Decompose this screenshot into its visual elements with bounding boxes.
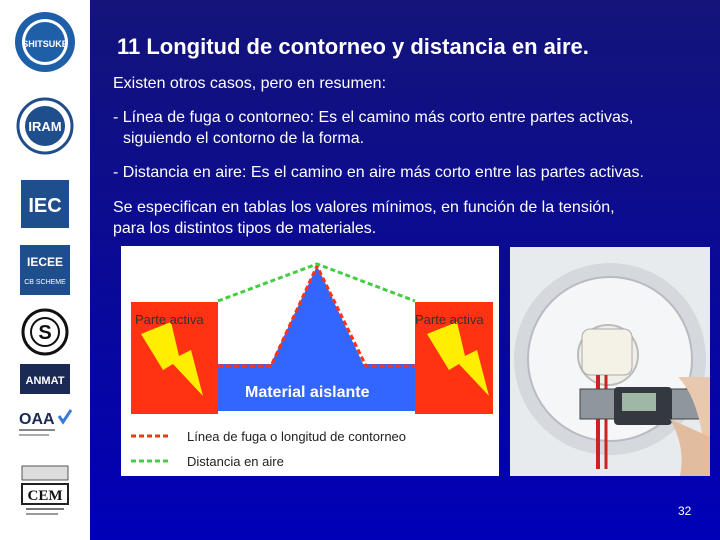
- insulator-label: Material aislante: [245, 384, 370, 401]
- creepage-definition-line2: siguiendo el contorno de la forma.: [123, 130, 365, 147]
- anmat-logo: [0, 362, 90, 396]
- live-part-right-label: Parte activa: [415, 312, 484, 327]
- logo-sidebar: [0, 0, 90, 540]
- creepage-definition-line1: - Línea de fuga o contorneo: Es el camino más corto entre partes activas,: [113, 109, 634, 126]
- legend-creepage-label: Línea de fuga o longitud de contorneo: [187, 429, 407, 444]
- oaa-logo-text: OAA: [19, 411, 55, 428]
- s-mark-logo: [0, 306, 90, 358]
- shitsuke-logo: [0, 8, 90, 76]
- s-mark-logo-text: S: [38, 322, 52, 344]
- iec-logo-text: IEC: [28, 195, 62, 217]
- cem-logo: [0, 462, 90, 524]
- iram-logo-text: IRAM: [28, 119, 62, 134]
- specs-text-line1: Se especifican en tablas los valores mínimos, en función de la tensión,: [113, 199, 615, 216]
- slide-title: 11 Longitud de contorneo y distancia en aire.: [117, 34, 589, 59]
- oaa-logo: [0, 404, 90, 444]
- cem-logo-text: CEM: [27, 488, 63, 504]
- iec-logo: [0, 176, 90, 232]
- legend-clearance-label: Distancia en aire: [187, 454, 284, 469]
- iecee-logo-subtext: CB SCHEME: [24, 279, 66, 286]
- intro-text: Existen otros casos, pero en resumen:: [113, 75, 387, 92]
- page-number: 32: [678, 504, 692, 518]
- iram-logo: [0, 92, 90, 160]
- shitsuke-logo-text: SHITSUKE: [22, 39, 68, 49]
- specs-text-line2: para los distintos tipos de materiales.: [113, 220, 377, 237]
- caliper-measurement-photo: [510, 247, 710, 476]
- iecee-logo-text: IECEE: [26, 255, 64, 269]
- clearance-definition: - Distancia en aire: Es el camino en aire más corto entre las partes activas.: [113, 164, 644, 181]
- creepage-clearance-diagram: [121, 246, 499, 476]
- anmat-logo-text: ANMAT: [25, 375, 65, 387]
- iecee-logo: [0, 242, 90, 298]
- live-part-left-label: Parte activa: [135, 312, 204, 327]
